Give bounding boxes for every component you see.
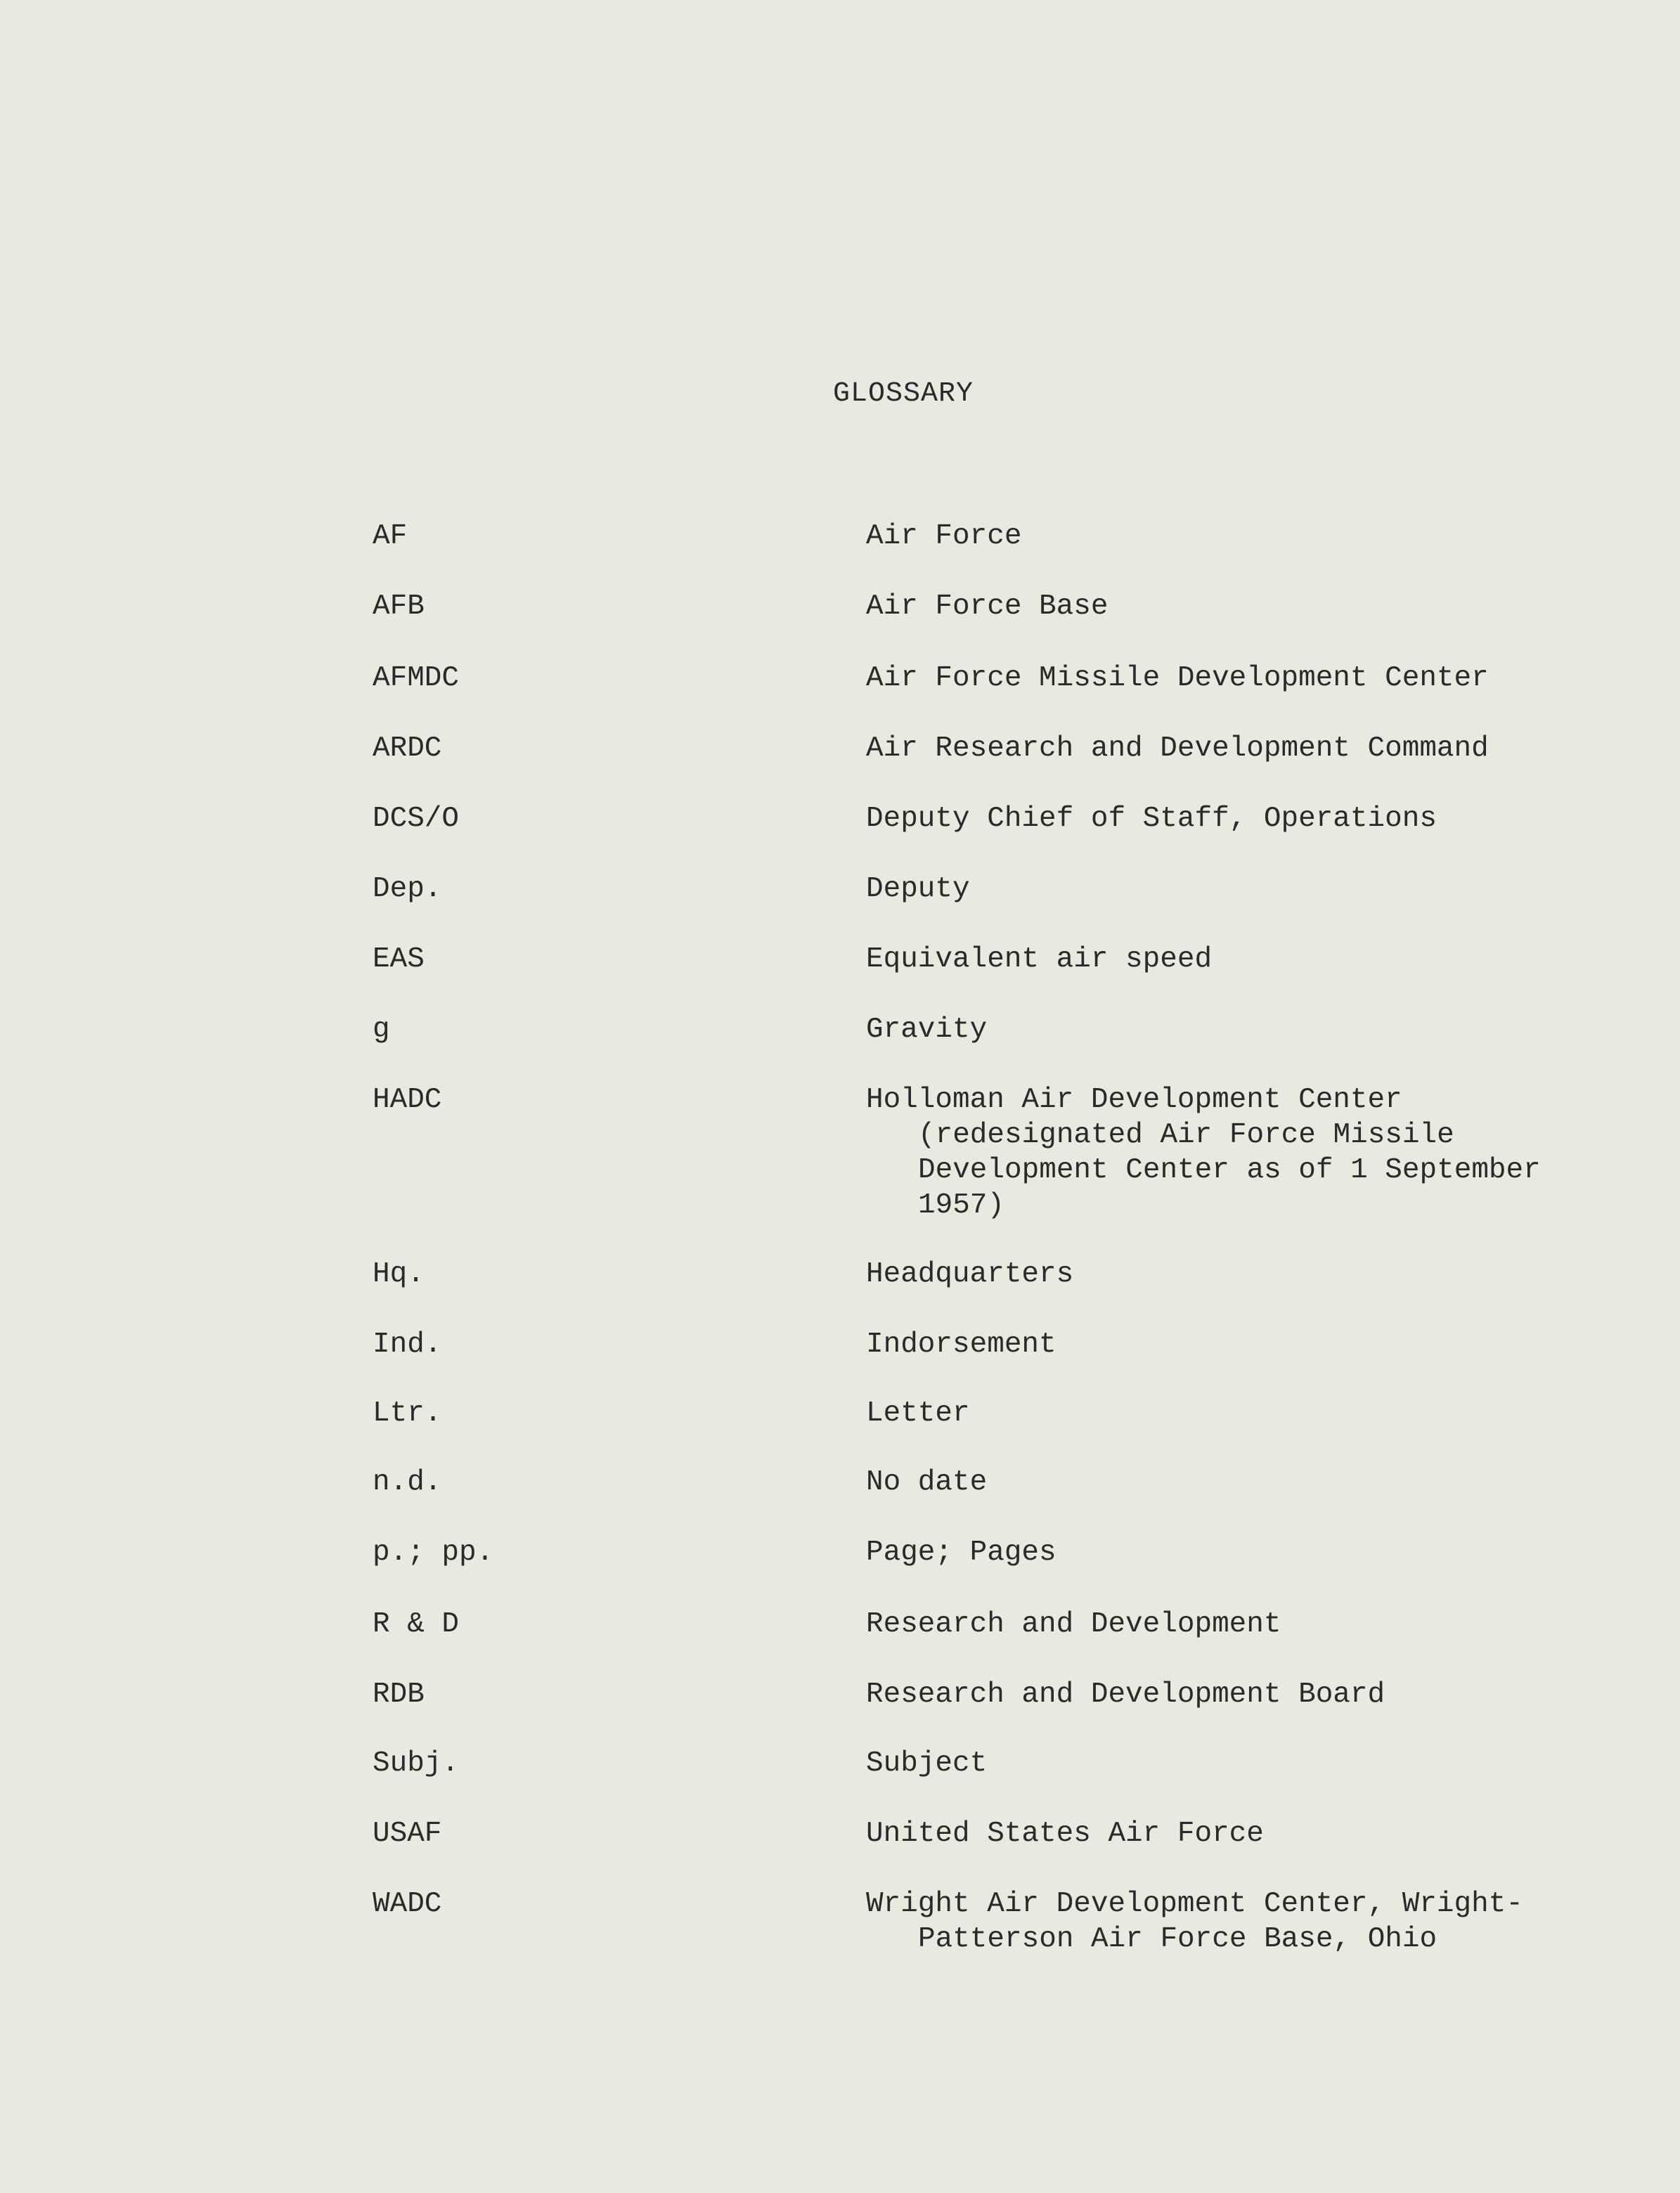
glossary-term: RDB bbox=[373, 1678, 425, 1711]
page-title: GLOSSARY bbox=[832, 378, 974, 410]
glossary-term: USAF bbox=[373, 1818, 442, 1850]
glossary-definition: Page; Pages bbox=[866, 1537, 1057, 1569]
glossary-definition: No date bbox=[866, 1466, 988, 1499]
glossary-definition: Air Force Missile Development Center bbox=[866, 662, 1489, 694]
glossary-definition: Holloman Air Development Center (redesignated Air Force Missile Development Center as of 1 September 1957) bbox=[866, 1084, 1541, 1222]
glossary-definition: Subject bbox=[866, 1747, 988, 1780]
glossary-definition: Indorsement bbox=[866, 1328, 1057, 1361]
glossary-term: AFMDC bbox=[373, 662, 460, 694]
glossary-definition: Air Force Base bbox=[866, 590, 1109, 623]
glossary-definition: Deputy Chief of Staff, Operations bbox=[866, 803, 1437, 835]
glossary-definition: Research and Development bbox=[866, 1608, 1281, 1641]
glossary-term: AF bbox=[373, 520, 408, 552]
glossary-term: HADC bbox=[373, 1084, 442, 1116]
glossary-term: WADC bbox=[373, 1888, 442, 1920]
glossary-definition: Gravity bbox=[866, 1014, 988, 1046]
glossary-definition: Research and Development Board bbox=[866, 1678, 1385, 1711]
glossary-term: g bbox=[373, 1014, 390, 1046]
glossary-definition: United States Air Force bbox=[866, 1818, 1264, 1850]
glossary-term: Hq. bbox=[373, 1258, 425, 1290]
glossary-term: DCS/O bbox=[373, 803, 460, 835]
glossary-term: Ind. bbox=[373, 1328, 442, 1361]
glossary-term: EAS bbox=[373, 943, 425, 976]
glossary-term: p.; pp. bbox=[373, 1537, 494, 1569]
glossary-term: R & D bbox=[373, 1608, 460, 1641]
glossary-term: Subj. bbox=[373, 1747, 460, 1780]
glossary-term: AFB bbox=[373, 590, 425, 623]
glossary-definition: Wright Air Development Center, Wright-Patterson Air Force Base, Ohio bbox=[866, 1888, 1523, 1955]
glossary-term: Dep. bbox=[373, 873, 442, 905]
glossary-definition: Air Force bbox=[866, 520, 1022, 552]
glossary-term: n.d. bbox=[373, 1466, 442, 1499]
glossary-definition: Equivalent air speed bbox=[866, 943, 1213, 976]
glossary-definition: Air Research and Development Command bbox=[866, 732, 1489, 765]
glossary-term: ARDC bbox=[373, 732, 442, 765]
glossary-definition: Headquarters bbox=[866, 1258, 1074, 1290]
glossary-definition: Letter bbox=[866, 1397, 970, 1430]
glossary-term: Ltr. bbox=[373, 1397, 442, 1430]
glossary-definition: Deputy bbox=[866, 873, 970, 905]
